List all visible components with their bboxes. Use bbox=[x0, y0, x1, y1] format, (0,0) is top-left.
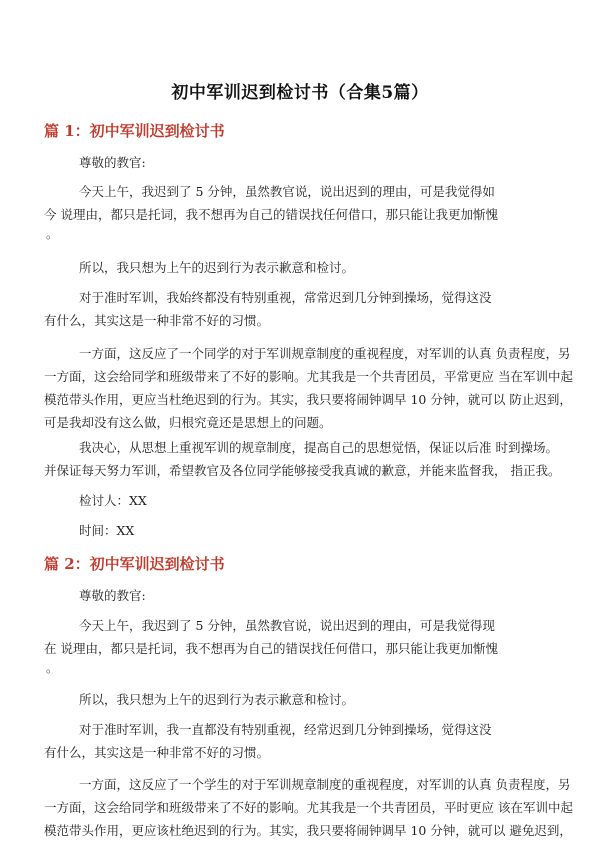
section-1-p4-line2: 一方面，这会给同学和班级带来了不好的影响。尤其我是一个共青团员，平常更应 当在军训中起 bbox=[44, 369, 573, 384]
section-1-p3-line2: 有什么，其实这是一种非常不好的习惯。 bbox=[44, 313, 270, 328]
section-2-heading: 篇 2：初中军训迟到检讨书 bbox=[44, 555, 225, 573]
section-1-p1-line3: 。 bbox=[46, 227, 59, 241]
section-1-p2: 所以，我只想为上午的迟到行为表示歉意和检讨。 bbox=[79, 260, 355, 275]
section-2-salutation: 尊敬的教官: bbox=[79, 588, 146, 603]
section-1-signer: 检讨人：XX bbox=[79, 493, 147, 508]
section-2-p1-line1: 今天上午，我迟到了 5 分钟，虽然教官说，说出迟到的理由，可是我觉得现 bbox=[79, 618, 495, 633]
section-1-p4-line4: 可是我却没有这么做，归根究竟还是思想上的问题。 bbox=[44, 415, 332, 430]
section-1-p1-line2: 今 说理由，都只是托词，我不想再为自己的错误找任何借口，那只能让我更加惭愧 bbox=[44, 207, 498, 222]
section-1-p3-line1: 对于准时军训，我始终都没有特别重视，常常迟到几分钟到操场，觉得这没 bbox=[79, 290, 492, 305]
section-2-p3-line2: 有什么，其实这是一种非常不好的习惯。 bbox=[44, 745, 270, 760]
section-1-p5-line2: 并保证每天努力军训，希望教官及各位同学能够接受我真诚的歉意，并能来监督我， 指正我。 bbox=[44, 463, 561, 478]
section-2-p1-line2: 在 说理由，都只是托词，我不想再为自己的错误找任何借口，那只能让我更加惭愧 bbox=[44, 641, 498, 656]
document-title: 初中军训迟到检讨书（合集5篇） bbox=[171, 83, 429, 103]
section-1-p4-line3: 模范带头作用，更应当杜绝迟到的行为。其实，我只要将闹钟调早 10 分钟，就可以 防止迟到， bbox=[44, 392, 572, 407]
section-2-p4-line1: 一方面，这反应了一个学生的对于军训规章制度的重视程度，对军训的认真 负责程度，另 bbox=[79, 777, 571, 792]
section-1-salutation: 尊敬的教官: bbox=[79, 155, 146, 170]
section-2-p1-line3: 。 bbox=[46, 661, 59, 675]
section-1-p1-line1: 今天上午，我迟到了 5 分钟，虽然教官说，说出迟到的理由，可是我觉得如 bbox=[79, 184, 495, 199]
section-1-heading: 篇 1：初中军训迟到检讨书 bbox=[44, 122, 225, 140]
section-2-p4-line3: 模范带头作用，更应该杜绝迟到的行为。其实，我只要将闹钟调早 10 分钟，就可以 避免迟到， bbox=[44, 823, 572, 838]
section-2-p2: 所以，我只想为上午的迟到行为表示歉意和检讨。 bbox=[79, 692, 355, 707]
section-2-p3-line1: 对于准时军训，我一直都没有特别重视，经常迟到几分钟到操场，觉得这没 bbox=[79, 722, 492, 737]
section-2-p4-line2: 一方面，这会给同学和班级带来了不好的影响。尤其我是一个共青团员，平时更应 该在军训中起 bbox=[44, 800, 573, 815]
section-1-p4-line1: 一方面，这反应了一个同学的对于军训规章制度的重视程度，对军训的认真 负责程度，另 bbox=[79, 346, 571, 361]
section-1-p5-line1: 我决心，从思想上重视军训的规章制度，提高自己的思想觉悟，保证以后准 时到操场。 bbox=[79, 440, 558, 455]
section-1-time: 时间：XX bbox=[79, 523, 135, 538]
